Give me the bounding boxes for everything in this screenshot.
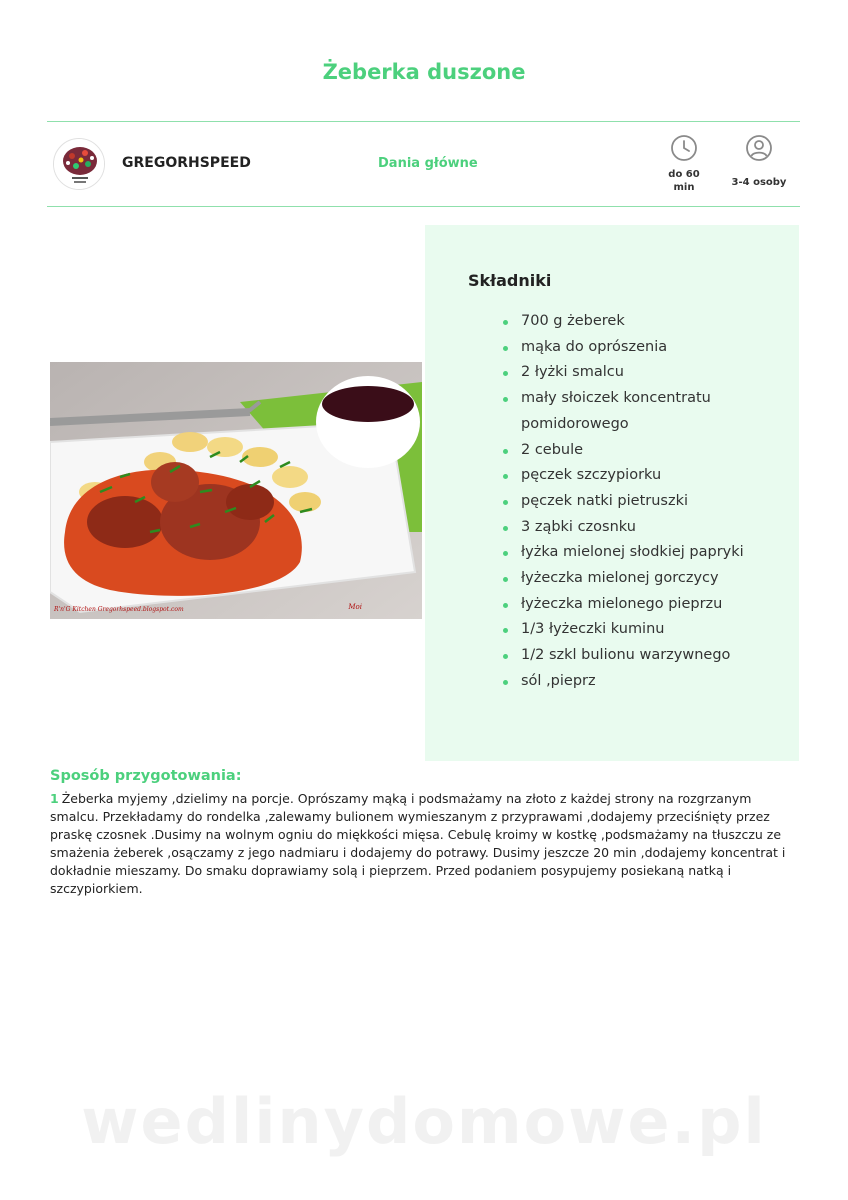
- watermark: wedlinydomowe.pl: [81, 1085, 767, 1158]
- recipe-category[interactable]: Dania główne: [378, 156, 478, 171]
- ingredient-item: łyżeczka mielonego pieprzu: [503, 592, 773, 618]
- recipe-title: Żeberka duszone: [322, 60, 526, 84]
- ingredient-item: 700 g żeberek: [503, 309, 773, 335]
- ingredients-list: [503, 309, 773, 695]
- ingredients-panel: [425, 225, 799, 761]
- ingredient-item: pęczek natki pietruszki: [503, 489, 773, 515]
- ingredients-title: Składniki: [468, 271, 552, 290]
- ingredient-item: 1/2 szkl bulionu warzywnego: [503, 643, 773, 669]
- step-text: Żeberka myjemy ,dzielimy na porcje. Oprószamy mąką i podsmażamy na złoto z każdej strony na rozgrzanym smalcu. Przekładamy do rondelka ,zalewamy bulionem wymieszanym z przyprawami ,dodajemy przeciśnięty przez praskę czosnek .Dusimy na wolnym ogniu do miękkości mięsa. Cebulę kroimy w kostkę ,podsmażamy na tłuszczu ze smażenia żeberek ,osączamy z jego nadmiaru i dodajemy do potrawy. Dusimy jeszcze 20 min ,dodajemy koncentrat i dokładnie mieszamy. Do smaku doprawiamy solą i pieprzem. Przed podaniem posypujemy posiekaną natką i szczypiorkiem.: [50, 791, 786, 896]
- header-divider-top: [47, 121, 800, 122]
- photo-caption-right: Moi: [348, 603, 362, 611]
- author-avatar[interactable]: [53, 138, 105, 190]
- step-number: 1: [50, 791, 59, 806]
- ingredient-item: sól ,pieprz: [503, 669, 773, 695]
- author-name[interactable]: GREGORHSPEED: [122, 155, 251, 171]
- ingredient-item: 1/3 łyżeczki kuminu: [503, 617, 773, 643]
- recipe-photo: [50, 362, 422, 619]
- prep-time: [663, 134, 705, 194]
- header-divider-bottom: [47, 206, 800, 207]
- method-step: [50, 790, 795, 898]
- servings-label: 3-4 osoby: [731, 177, 787, 188]
- prep-time-label: do 60 min: [668, 169, 700, 193]
- ingredient-item: mały słoiczek koncentratu pomidorowego: [503, 386, 773, 437]
- ingredient-item: 3 ząbki czosnku: [503, 515, 773, 541]
- method-title: Sposób przygotowania:: [50, 768, 242, 784]
- user-icon: [745, 134, 773, 162]
- clock-icon: [670, 134, 698, 162]
- photo-caption-left: R'n'G Kitchen Gregorhspeed.blogspot.com: [54, 606, 184, 613]
- ingredient-item: 2 cebule: [503, 438, 773, 464]
- ingredient-item: łyżeczka mielonej gorczycy: [503, 566, 773, 592]
- servings: [728, 134, 790, 189]
- ingredient-item: 2 łyżki smalcu: [503, 360, 773, 386]
- ingredient-item: mąka do oprószenia: [503, 335, 773, 361]
- ingredient-item: łyżka mielonej słodkiej papryki: [503, 540, 773, 566]
- ingredient-item: pęczek szczypiorku: [503, 463, 773, 489]
